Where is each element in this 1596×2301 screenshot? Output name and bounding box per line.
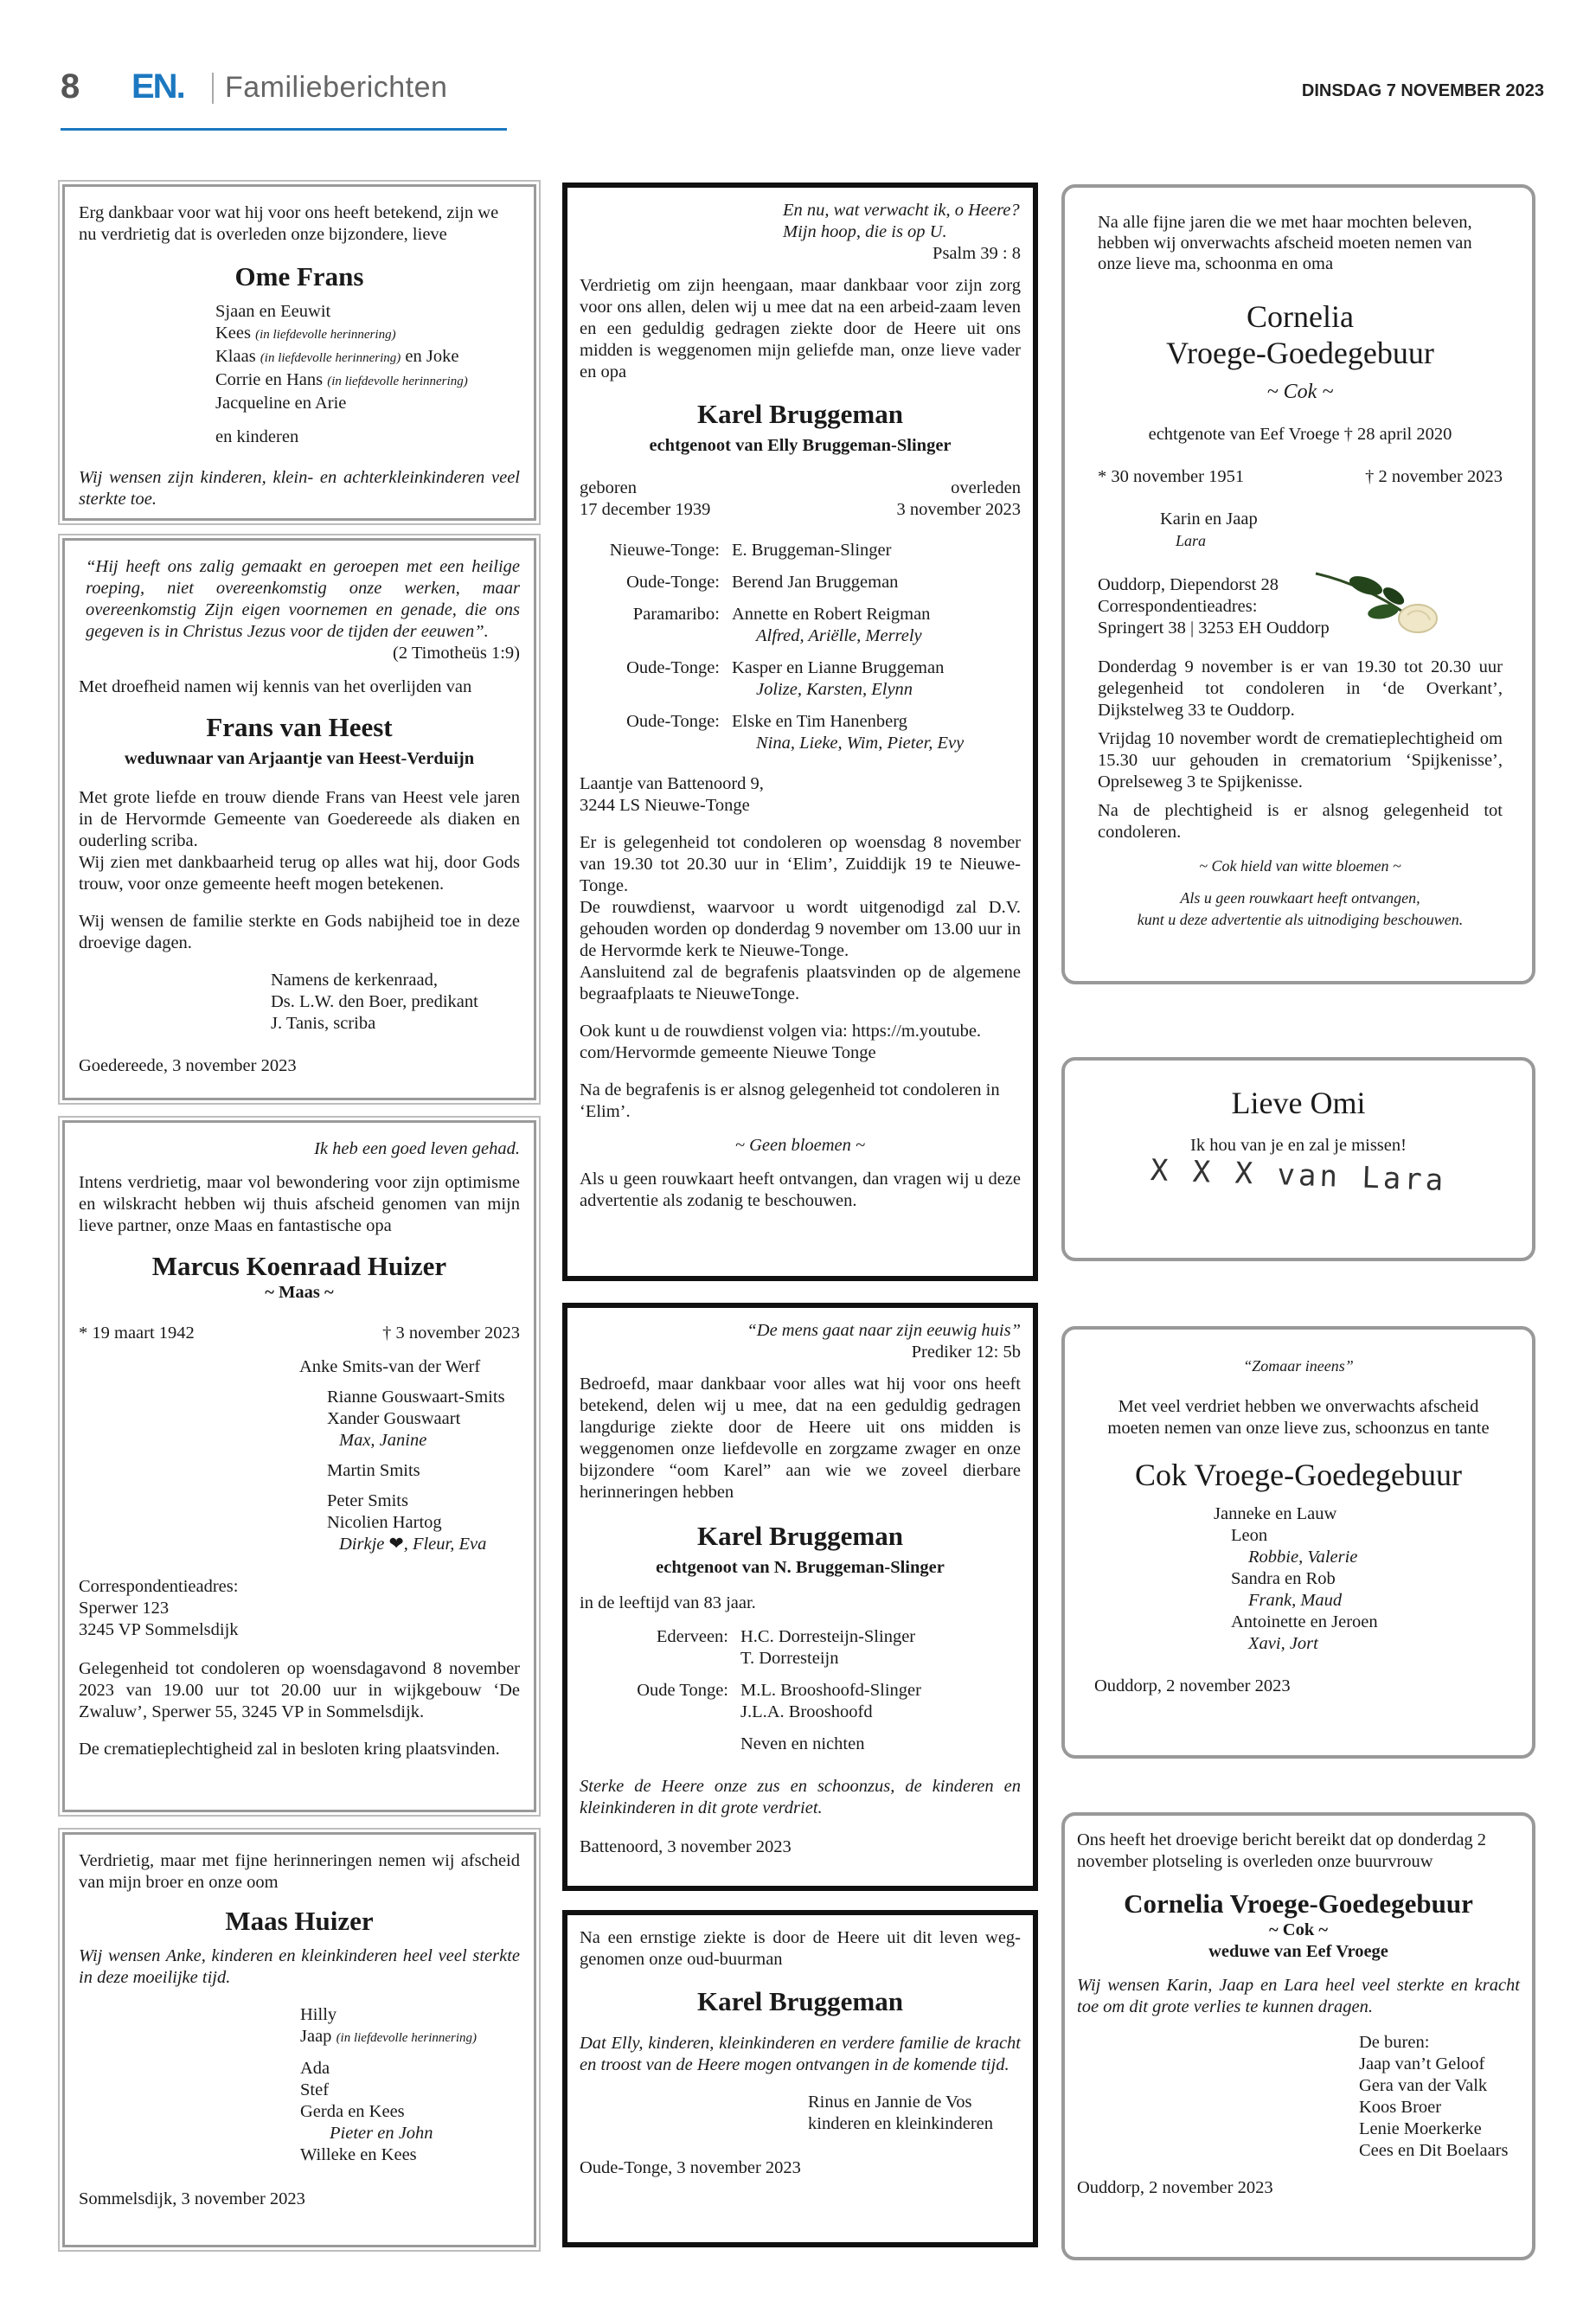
notice-karel-bruggeman-family (562, 183, 1038, 1281)
paragraph: Aansluitend zal de begrafenis plaatsvinden op de algemene begraafplaats te NieuweTonge. (580, 963, 1021, 1003)
address-block: Ouddorp, Diependorst 28 Correspondentieadres: Springert 38 | 3253 EH Ouddorp (1098, 575, 1330, 638)
deceased-name: Marcus Koenraad Huizer (151, 1251, 447, 1281)
family-line: Klaas (in liefdevolle herinnering) en Joke (215, 347, 459, 366)
bible-ref: (2 Timotheüs 1:9) (393, 644, 520, 663)
notice-frans-van-heest (62, 538, 536, 1100)
paragraph: Met grote liefde en trouw diende Frans van Heest vele jaren in de Hervormde Gemeente van Goedereede als diaken en ouderling scriba. (79, 788, 520, 850)
family-line: Sjaan en Eeuwit (215, 302, 331, 321)
age-line: in de leeftijd van 83 jaar. (580, 1593, 756, 1612)
deceased-name: Karel Bruggeman (697, 399, 903, 429)
family-line: Corrie en Hans (in liefdevolle herinnering) (215, 370, 468, 389)
psalm-line: Mijn hoop, die is op U. (783, 222, 947, 241)
intro-text: Met droefheid namen wij kennis van het overlijden van (79, 677, 472, 696)
section-title: Familieberichten (225, 71, 448, 104)
birth-date: * 19 maart 1942 (79, 1324, 195, 1343)
heart-icon: ❤ (388, 1535, 404, 1554)
closing-text: Dat Elly, kinderen, kleinkinderen en verdere familie de kracht en troost van de Heere mogen ontvangen in de komende tijd. (580, 2034, 1021, 2074)
life-dates: * 30 november 1951 † 2 november 2023 (1098, 467, 1503, 486)
signature-block: De buren: Jaap van’t Geloof Gera van der Valk Koos Broer Lenie Moerkerke Cees en Dit Boelaars (1359, 2033, 1509, 2160)
bible-ref: Prediker 12: 5b (911, 1343, 1021, 1362)
paragraph: De crematieplechtigheid zal in besloten kring plaatsvinden. (79, 1740, 500, 1759)
family-list: Hilly Jaap (in liefdevolle herinnering) Ada Stef Gerda en Kees Pieter en John Willeke en Kees (300, 2005, 478, 2164)
paragraph: Als u geen rouwkaart heeft ontvangen, dan vragen wij u deze advertentie als zodanig te beschouwen. (580, 1170, 1021, 1210)
intro-text: Verdrietig om zijn heengaan, maar dankbaar voor zijn zorg voor ons allen, delen wij u mee dat na een arbeid-zaam leven en een geduldig gedragen ziekte door de Heere uit ons midden is weggenomen mijn geliefde man, onze lieve vader en opa (580, 276, 1021, 381)
closing-text: Wij wensen Karin, Jaap en Lara heel veel sterkte en kracht toe om dit grote verlies te kunnen dragen. (1077, 1976, 1520, 2016)
closing-text: Sterke de Heere onze zus en schoonzus, de kinderen en kleinkinderen in dit grote verdriet. (580, 1777, 1021, 1817)
header-separator (212, 73, 214, 104)
notice-cok-vroege (1061, 1326, 1535, 1759)
message-text: Ik hou van je en zal je missen! (1190, 1136, 1407, 1155)
spouse-line: weduwnaar van Arjaantje van Heest-Verduijn (124, 749, 475, 768)
place-date: Battenoord, 3 november 2023 (580, 1837, 792, 1856)
issue-date: DINSDAG 7 NOVEMBER 2023 (1301, 81, 1544, 100)
family-line: en kinderen (215, 427, 299, 446)
spouse-line: weduwe van Eef Vroege (1208, 1942, 1388, 1961)
life-dates: 17 december 1939 3 november 2023 (580, 500, 1021, 519)
psalm-line: En nu, wat verwacht ik, o Heere? (783, 201, 1020, 220)
quote: Ik heb een goed leven gehad. (314, 1139, 520, 1158)
notice-cornelia-family (1061, 184, 1535, 984)
handwritten-signature: X X X van Lara (1150, 1153, 1447, 1198)
intro-text: Na een ernstige ziekte is door de Heere uit dit leven weg-genomen onze oud-buurman (580, 1928, 1021, 1969)
card-note: Als u geen rouwkaart heeft ontvangen, (1180, 889, 1420, 907)
spouse-line: echtgenoot van N. Bruggeman-Slinger (656, 1558, 945, 1577)
header-rule (61, 128, 507, 131)
place-date: Ouddorp, 2 november 2023 (1077, 2178, 1273, 2197)
paragraph: Ook kunt u de rouwdienst volgen via: https://m.youtube. com/Hervormde gemeente Nieuwe Tonge (580, 1022, 982, 1062)
family-list: Janneke en Lauw Leon Robbie, Valerie Sandra en Rob Frank, Maud Antoinette en Jeroen Xavi, Jort (1214, 1504, 1378, 1653)
flowers-note: ~ Cok hield van witte bloemen ~ (1199, 857, 1401, 875)
intro-text: Intens verdrietig, maar vol bewondering voor zijn optimisme en wilskracht hebben wij thuis afscheid genomen van mijn lieve partner, onze Maas en fantastische opa (79, 1173, 520, 1235)
spouse-line: echtgenote van Eef Vroege † 28 april 2020 (1148, 425, 1452, 444)
notice-ome-frans (62, 184, 536, 521)
intro-text: Na alle fijne jaren die we met haar mochten beleven, hebben wij onverwachts afscheid moeten nemen van onze lieve ma, schoonma en oma (1098, 213, 1472, 273)
place-date: Sommelsdijk, 3 november 2023 (79, 2189, 305, 2208)
deceased-name: Cok Vroege-Goedegebuur (1134, 1458, 1463, 1492)
bible-quote: “Hij heeft ons zalig gemaakt en geroepen met een heilige roeping, niet overeenkomstig onze werken, maar overeenkomstig Zijn eigen voornemen en genade, die ons gegeven is in Christus Jezus voor de tijden der eeuwen”. (86, 557, 520, 641)
flowers-note: ~ Geen bloemen ~ (734, 1136, 866, 1155)
paragraph: Vrijdag 10 november wordt de crematieplechtigheid om 15.30 uur gehouden in crematorium ‘Spijkenisse’, Oprelseweg 3 te Spijkenisse. (1098, 729, 1503, 792)
paragraph: Er is gelegenheid tot condoleren op woensdag 8 november van 19.30 tot 20.30 uur in ‘Elim’, Zuiddijk 19 te Nieuwe-Tonge. (580, 833, 1021, 895)
white-rose-icon (1312, 561, 1442, 639)
notice-title: Lieve Omi (1231, 1086, 1366, 1120)
quote: “Zomaar ineens” (1243, 1357, 1354, 1375)
en-logo: EN. (131, 67, 184, 106)
signature-block: Namens de kerkenraad, Ds. L.W. den Boer, predikant J. Tanis, scriba (271, 971, 478, 1033)
paragraph: Wij zien met dankbaarheid terug op alles wat hij, door Gods trouw, voor onze gemeente heeft mogen betekenen. (79, 853, 520, 894)
family-line: Jacqueline en Arie (215, 394, 347, 413)
paragraph: Gelegenheid tot condoleren op woensdagavond 8 november 2023 van 19.00 uur tot 20.00 uur in wijkgebouw ‘De Zwaluw’, Sperwer 55, 3245 VP in Sommelsdijk. (79, 1659, 520, 1721)
deceased-name: Frans van Heest (206, 712, 393, 742)
paragraph: De rouwdienst, waarvoor u wordt uitgenodigd zal D.V. gehouden worden op donderdag 9 november om 13.00 uur in de Hervormde kerk te Nieuwe-Tonge. (580, 898, 1021, 960)
family-list (79, 301, 520, 448)
family-line: Kees (in liefdevolle herinnering) (215, 324, 396, 343)
signature-block: Rinus en Jannie de Vos kinderen en kleinkinderen (808, 2093, 994, 2133)
notice-marcus-huizer (62, 1120, 536, 1812)
deceased-name: Maas Huizer (225, 1906, 374, 1936)
paragraph: Donderdag 9 november is er van 19.30 tot 20.30 uur gelegenheid tot condoleren in ‘de Overkant’, Dijkstelweg 33 te Ouddorp. (1098, 657, 1503, 720)
life-dates-labels: geboren overleden (580, 478, 1021, 497)
place-date: Oude-Tonge, 3 november 2023 (580, 2158, 801, 2177)
intro-text: Verdrietig, maar met fijne herinneringen nemen wij afscheid van mijn broer en onze oom (79, 1851, 520, 1892)
family-list: Anke Smits-van der Werf Rianne Gouswaart-Smits Xander Gouswaart Max, Janine Martin Smits Peter Smits Nicolien Hartog Dirkje ❤, Fleur, Eva (299, 1357, 505, 1554)
deceased-name: Ome Frans (234, 261, 364, 292)
place-date: Ouddorp, 2 november 2023 (1094, 1676, 1291, 1695)
paragraph: Wij wensen de familie sterkte en Gods nabijheid toe in deze droevige dagen. (79, 912, 520, 952)
address-block: Laantje van Battenoord 9, 3244 LS Nieuwe-Tonge (580, 774, 764, 815)
nickname: ~ Cok ~ (1268, 1920, 1329, 1939)
spouse-line: echtgenoot van Elly Bruggeman-Slinger (649, 436, 952, 455)
intro-text: Met veel verdriet hebben we onverwachts afscheid moeten nemen van onze lieve zus, schoonzus en tante (1107, 1397, 1490, 1438)
closing-text: Wij wensen zijn kinderen, klein- en achterkleinkinderen veel sterkte toe. (79, 468, 520, 509)
notice-lieve-omi (1061, 1057, 1535, 1261)
paragraph: Na de plechtigheid is er alsnog gelegenheid tot condoleren. (1098, 801, 1503, 842)
nickname: ~ Maas ~ (265, 1283, 334, 1302)
psalm-ref: Psalm 39 : 8 (933, 244, 1021, 263)
card-note: kunt u deze advertentie als uitnodiging beschouwen. (1137, 911, 1464, 928)
deceased-name: Karel Bruggeman (697, 1521, 903, 1551)
page-header (61, 61, 1544, 130)
intro-text: Bedroefd, maar dankbaar voor alles wat hij voor ons heeft betekend, delen wij u mee, dat na een geduldig gedragen langdurige ziekte door de Heere uit ons midden is weggenomen onze liefdevolle en zorgzame zwager en onze bijzondere “oom Karel” aan wie we zoveel dierbare herinneringen hebben (580, 1375, 1021, 1502)
deceased-name: Cornelia Vroege-Goedegebuur (1166, 299, 1434, 370)
family-list: Nieuwe-Tonge: E. Bruggeman-Slinger Oude-Tonge: Berend Jan Bruggeman Paramaribo: Annette en Robert Reigman Alfred, Ariëlle, Merrely Oude-Tonge: Kasper en Lianne Bruggeman Jolize, Karsten, Elynn Oude-Tonge: Elske en Tim Hanenberg Nina, Lieke, Wim, Pieter, Evy (609, 541, 965, 753)
death-date: † 3 november 2023 (382, 1324, 520, 1343)
notice-cornelia-buren (1061, 1812, 1535, 2260)
deceased-name: Karel Bruggeman (697, 1986, 903, 2016)
nickname: ~ Cok ~ (1266, 381, 1334, 403)
life-dates (79, 1323, 520, 1344)
family-list: Ederveen: H.C. Dorresteijn-Slinger T. Dorresteijn Oude Tonge: M.L. Brooshoofd-Slinger J.L.A. Brooshoofd Neven en nichten (637, 1627, 921, 1753)
intro-text: Erg dankbaar voor wat hij voor ons heeft betekend, zijn we nu verdrietig dat is overleden onze bijzondere, lieve (79, 203, 499, 244)
place-date: Goedereede, 3 november 2023 (79, 1056, 297, 1075)
quote: “De mens gaat naar zijn eeuwig huis” (747, 1321, 1021, 1340)
address-block: Correspondentieadres: Sperwer 123 3245 VP Sommelsdijk (79, 1577, 239, 1639)
page-number: 8 (61, 67, 80, 106)
paragraph: Na de begrafenis is er alsnog gelegenheid tot condoleren in ‘Elim’. (580, 1080, 1000, 1121)
notice-karel-bruggeman-buurman (562, 1910, 1038, 2247)
intro-text: Ons heeft het droevige bericht bereikt dat op donderdag 2 november plotseling is overleden onze buurvrouw (1077, 1830, 1487, 1871)
closing-text: Wij wensen Anke, kinderen en kleinkinderen heel veel sterkte in deze moeilijke tijd. (79, 1946, 520, 1987)
family-list: Karin en Jaap Lara (1160, 510, 1258, 549)
notice-karel-bruggeman-zwager (562, 1303, 1038, 1891)
deceased-name: Cornelia Vroege-Goedegebuur (1124, 1888, 1473, 1919)
notice-maas-huizer (62, 1832, 536, 2247)
